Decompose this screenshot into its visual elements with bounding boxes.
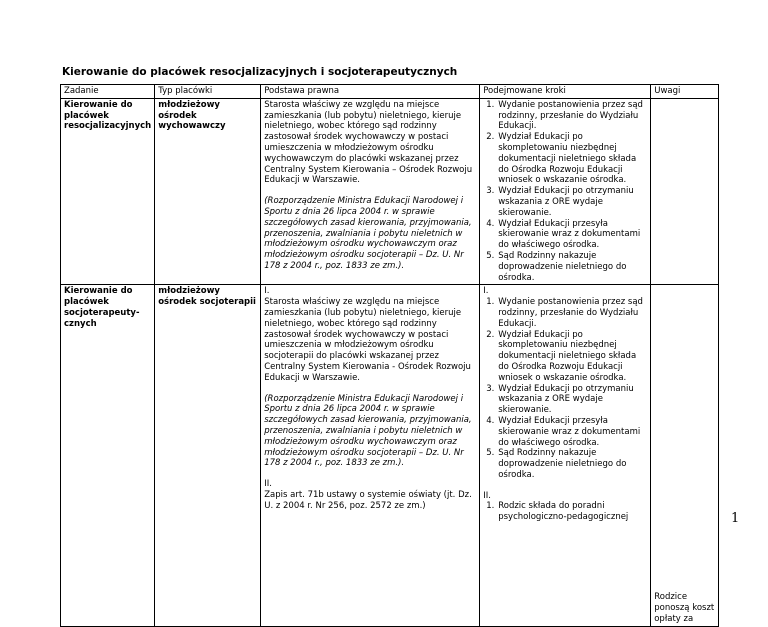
steps-list — [483, 100, 647, 284]
list-item: 1. Wydanie postanowienia przez sąd rodzinny, przesłanie do Wydziału Edukacji. — [486, 99, 643, 132]
legal-basis-text-2: Zapis art. 71b ustawy o systemie oświaty (jt. Dz. U. z 2004 r. Nr 256, poz. 2572 ze zm.) — [264, 489, 472, 511]
list-item: 4. Wydział Edukacji przesyła skierowanie wraz z dokumentami do właściwego ośrodka. — [486, 218, 641, 251]
steps-list-2 — [483, 501, 647, 523]
header-task: Zadanie — [61, 85, 155, 99]
remarks-cell — [651, 98, 719, 285]
list-item: 1. Rodzic składa do poradni psychologiczno-pedagogicznej — [486, 501, 629, 523]
section-number: II. — [483, 490, 491, 501]
facility-type-cell: młodzieżowy ośrodek wychowawczy — [155, 98, 261, 285]
legal-basis-cell — [261, 98, 480, 285]
legal-basis-text: Starosta właściwy ze względu na miejsce zamieszkania (lub pobytu) nieletniego, kieruje nieletniego, wobec którego sąd rodzinny zastosował środek wychowawczy w postaci umieszczenia w młodzieżowym ośrodku socjoterapii do placówki wskazanej przez Centralny System Kierowania - Ośrodek Rozwoju Edukacji w Warszawie. — [264, 297, 471, 383]
legal-citation: (Rozporządzenie Ministra Edukacji Narodowej i Sportu z dnia 26 lipca 2004 r. w sprawie szczegółowych zasad kierowania, przyjmowania, przenoszenia, zwalniania i pobytu nieletnich w młodzieżowym ośrodku wychowawczym oraz młodzieżowym ośrodku socjoterapii – Dz. U. Nr 178 z 2004 r., poz. 1833 ze zm.). — [264, 393, 472, 469]
list-item: 3. Wydział Edukacji po otrzymaniu wskazania z ORE wydaje skierowanie. — [486, 383, 634, 416]
steps-cell — [480, 285, 651, 626]
legal-basis-text: Starosta właściwy ze względu na miejsce zamieszkania (lub pobytu) nieletniego, kieruje nieletniego, wobec którego sąd rodzinny zastosował środek wychowawczy w postaci umieszczenia w młodzieżowym ośrodku wychowawczym do placówki wskazanej przez Centralny System Kierowania – Ośrodek Rozwoju Edukacji w Warszawie. — [264, 99, 473, 186]
header-steps: Podejmowane kroki — [480, 85, 651, 99]
section-number: I. — [483, 286, 489, 297]
task-cell: Kierowanie do placówek resocjalizacyjnych — [61, 98, 155, 285]
referral-table — [60, 84, 719, 627]
steps-cell — [480, 98, 651, 285]
page-title: Kierowanie do placówek resocjalizacyjnych i socjoterapeutycznych — [62, 66, 458, 78]
remarks-text: Rodzice ponoszą koszt opłaty za — [654, 592, 715, 624]
header-legal-basis: Podstawa prawna — [261, 85, 480, 99]
remarks-cell — [651, 285, 719, 626]
legal-citation: (Rozporządzenie Ministra Edukacji Narodowej i Sportu z dnia 26 lipca 2004 r. w sprawie szczegółowych zasad kierowania, przyjmowania, przenoszenia, zwalniania i pobytu nieletnich w młodzieżowym ośrodku wychowawczym oraz młodzieżowym ośrodku socjoterapii – Dz. U. Nr 178 z 2004 r., poz. 1833 ze zm.). — [264, 196, 472, 271]
table-row — [61, 285, 719, 626]
task-cell: Kierowanie do placówek socjoterapeuty-cznych — [61, 285, 155, 626]
legal-basis-cell — [261, 285, 480, 626]
facility-type-cell: młodzieżowy ośrodek socjoterapii — [155, 285, 261, 626]
header-type: Typ placówki — [155, 85, 261, 99]
list-item: 3. Wydział Edukacji po otrzymaniu wskazania z ORE wydaje skierowanie. — [486, 186, 634, 218]
section-number: I. — [264, 286, 270, 297]
page-number: 1 — [731, 511, 740, 526]
list-item: 5. Sąd Rodzinny nakazuje doprowadzenie nieletniego do ośrodka. — [486, 250, 627, 283]
steps-list — [483, 297, 647, 481]
list-item: 2. Wydział Edukacji po skompletowaniu niezbędnej dokumentacji nieletniego składa do Ośrodka Rozwoju Edukacji wniosek o wskazanie ośrodka. — [486, 132, 637, 186]
list-item: 5. Sąd Rodzinny nakazuje doprowadzenie nieletniego do ośrodka. — [486, 448, 627, 480]
list-item: 1. Wydanie postanowienia przez sąd rodzinny, przesłanie do Wydziału Edukacji. — [486, 297, 643, 329]
list-item: 2. Wydział Edukacji po skompletowaniu niezbędnej dokumentacji nieletniego składa do Ośrodka Rozwoju Edukacji wniosek o wskazanie ośrodka. — [486, 329, 637, 383]
table-header-row — [61, 85, 719, 99]
table-row — [61, 98, 719, 285]
header-remarks: Uwagi — [651, 85, 719, 99]
section-number: II. — [264, 479, 272, 490]
list-item: 4. Wydział Edukacji przesyła skierowanie wraz z dokumentami do właściwego ośrodka. — [486, 415, 641, 448]
